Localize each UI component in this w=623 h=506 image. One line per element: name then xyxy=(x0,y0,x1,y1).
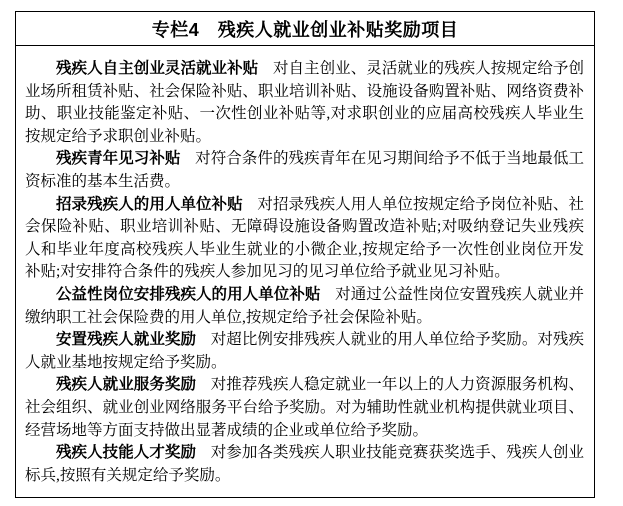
paragraph-public-welfare-posts xyxy=(25,284,584,329)
paragraph-self-employment xyxy=(25,58,584,148)
paragraph-youth-internship xyxy=(25,148,584,193)
subsidy-panel xyxy=(15,11,595,498)
paragraph-text: 对推荐残疾人稳定就业一年以上的人力资源服务机构、社会组织、就业创业网络服务平台给予奖励。对为辅助性就业机构提供就业项目、经营场地等方面支持做出显著成绩的企业或单位给予奖励。 xyxy=(25,376,584,439)
paragraph-placement-reward xyxy=(25,329,584,374)
paragraph-text: 对参加各类残疾人职业技能竞赛获奖选手、残疾人创业标兵,按照有关规定给予奖励。 xyxy=(25,444,584,484)
paragraph-text: 对通过公益性岗位安置残疾人就业并缴纳职工社会保险费的用人单位,按规定给予社会保险补贴。 xyxy=(25,285,584,326)
paragraph-employer-recruitment xyxy=(25,194,584,284)
paragraph-text: 对招录残疾人用人单位按规定给予岗位补贴、社会保险补贴、职业培训补贴、无障碍设施设备购置改造补贴;对吸纳登记失业残疾人和毕业年度高校残疾人毕业生就业的小微企业,按规定给予一次性创业岗位开发补贴;对安排符合条件的残疾人参加见习的见习单位给予就业见习补贴。 xyxy=(25,195,584,281)
paragraph-head: 安置残疾人就业奖励 xyxy=(56,331,196,349)
paragraph-text: 对超比例安排残疾人就业的用人单位给予奖励。对残疾人就业基地按规定给予奖励。 xyxy=(25,331,584,371)
paragraph-service-reward xyxy=(25,374,584,442)
paragraph-head: 残疾人技能人才奖励 xyxy=(56,444,196,462)
paragraph-head: 残疾人自主创业灵活就业补贴 xyxy=(56,60,259,77)
paragraph-text: 对自主创业、灵活就业的残疾人按规定给予创业场所租赁补贴、社会保险补贴、职业培训补贴、设施设备购置补贴、网络资费补助、职业技能鉴定补贴、一次性创业补贴等,对求职创业的应届高校残疾人毕业生按规定给予求职创业补贴。 xyxy=(25,60,584,145)
panel-body xyxy=(16,46,594,487)
paragraph-head: 招录残疾人的用人单位补贴 xyxy=(56,195,243,213)
panel-title: 专栏4 残疾人就业创业补贴奖励项目 xyxy=(16,12,594,46)
paragraph-talent-reward xyxy=(25,442,584,487)
paragraph-head: 残疾人就业服务奖励 xyxy=(56,376,196,394)
paragraph-head: 公益性岗位安排残疾人的用人单位补贴 xyxy=(56,285,321,303)
paragraph-text: 对符合条件的残疾青年在见习期间给予不低于当地最低工资标准的基本生活费。 xyxy=(25,150,584,190)
paragraph-head: 残疾青年见习补贴 xyxy=(56,150,181,168)
